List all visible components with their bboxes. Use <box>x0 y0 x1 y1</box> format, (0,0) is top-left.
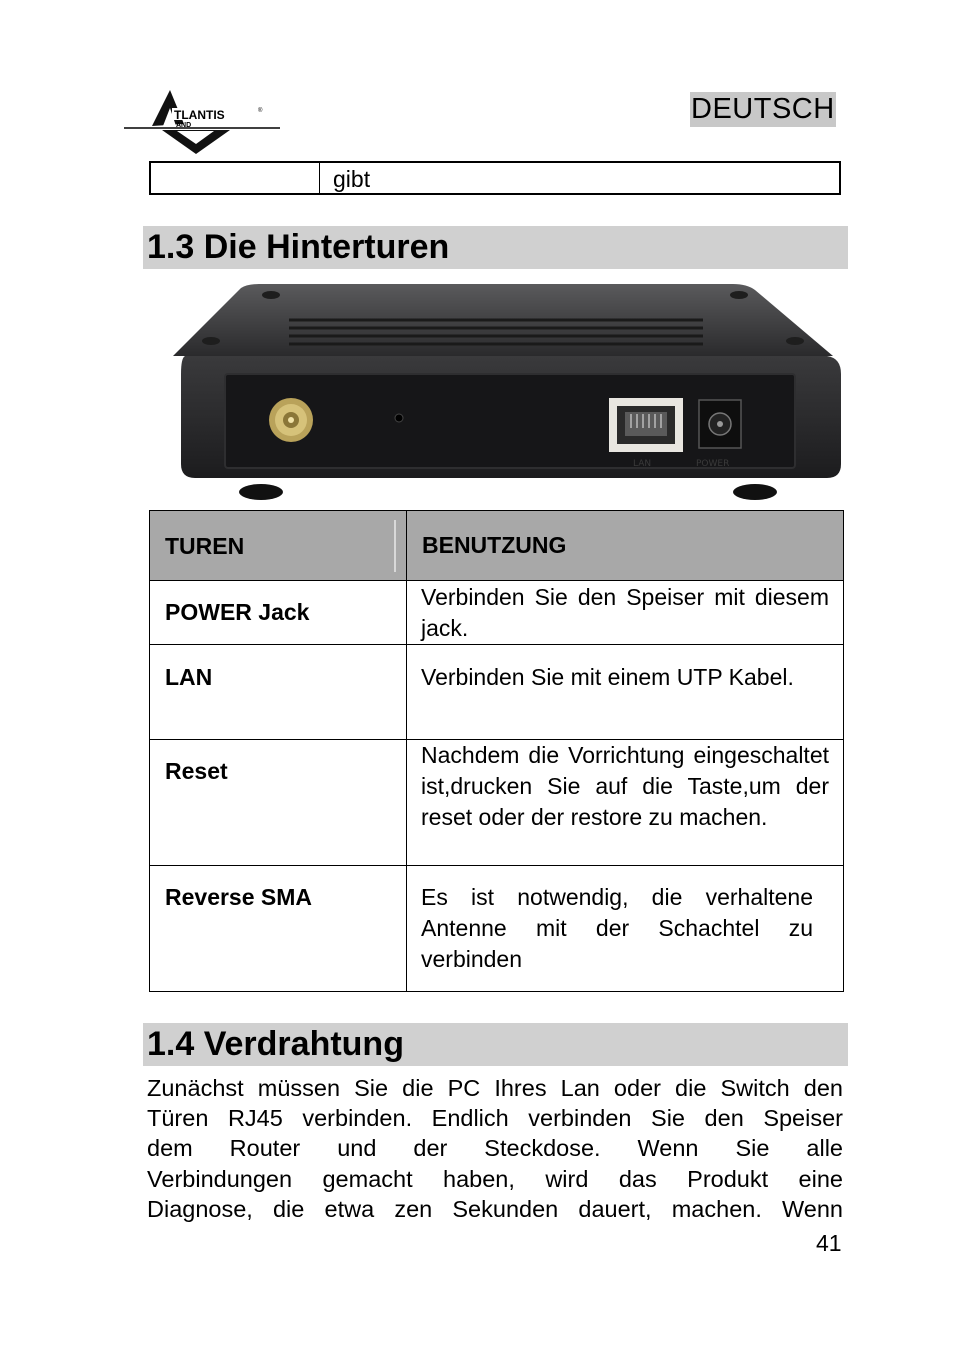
table-row <box>150 645 844 740</box>
ports-table <box>149 510 844 992</box>
port-label-cell: POWER Jack <box>150 581 407 645</box>
section-title: 1.4 Verdrahtung <box>147 1025 404 1063</box>
port-desc-cell: Es ist notwendig, die verhaltene Antenne mit der Schachtel zu verbinden <box>407 866 844 992</box>
table-header-row <box>150 511 844 581</box>
page-number: 41 <box>816 1230 842 1256</box>
port-desc-cell: Verbinden Sie den Speiser mit diesem jack. <box>407 581 844 645</box>
paragraph-line: Verbindungen gemacht haben, wird das Produkt eine <box>147 1165 843 1192</box>
port-desc-cell: Nachdem die Vorrichtung eingeschaltet ist,drucken Sie auf die Taste,um der reset oder der restore zu machen. <box>407 740 844 866</box>
paragraph-line: dem Router und der Steckdose. Wenn Sie alle <box>147 1135 843 1162</box>
svg-text:TLANTIS: TLANTIS <box>174 108 225 122</box>
column-header-usage: BENUTZUNG <box>407 511 844 581</box>
power-port-label: POWER <box>696 459 730 469</box>
section-title: 1.3 Die Hinterturen <box>147 228 450 266</box>
paragraph-line: Diagnose, die etwa zen Sekunden dauert, machen. Wenn <box>147 1195 843 1222</box>
continuation-table <box>149 161 841 195</box>
continuation-cell: gibt <box>333 166 371 192</box>
table-row <box>150 866 844 992</box>
wiring-paragraph <box>147 1073 843 1224</box>
svg-text:®: ® <box>258 108 263 114</box>
paragraph-line: Türen RJ45 verbinden. Endlich verbinden Sie den Speiser <box>147 1105 843 1132</box>
svg-text:AND: AND <box>176 122 192 129</box>
language-label: DEUTSCH <box>691 93 835 125</box>
paragraph-line: Zunächst müssen Sie die PC Ihres Lan oder die Switch den <box>147 1075 843 1101</box>
table-row <box>150 740 844 866</box>
lan-port-label: LAN <box>633 459 652 469</box>
port-desc-cell: Verbinden Sie mit einem UTP Kabel. <box>407 645 844 740</box>
port-label-cell: Reverse SMA <box>150 866 407 992</box>
section-heading-bar <box>143 226 848 269</box>
table-divider <box>319 163 320 193</box>
port-label-cell: Reset <box>150 740 407 866</box>
column-header-ports: TUREN <box>150 511 407 581</box>
atlantis-logo <box>122 86 282 158</box>
section-heading-bar <box>143 1023 848 1066</box>
table-row <box>150 581 844 645</box>
router-rear-photo <box>143 278 848 506</box>
port-label-cell: LAN <box>150 645 407 740</box>
